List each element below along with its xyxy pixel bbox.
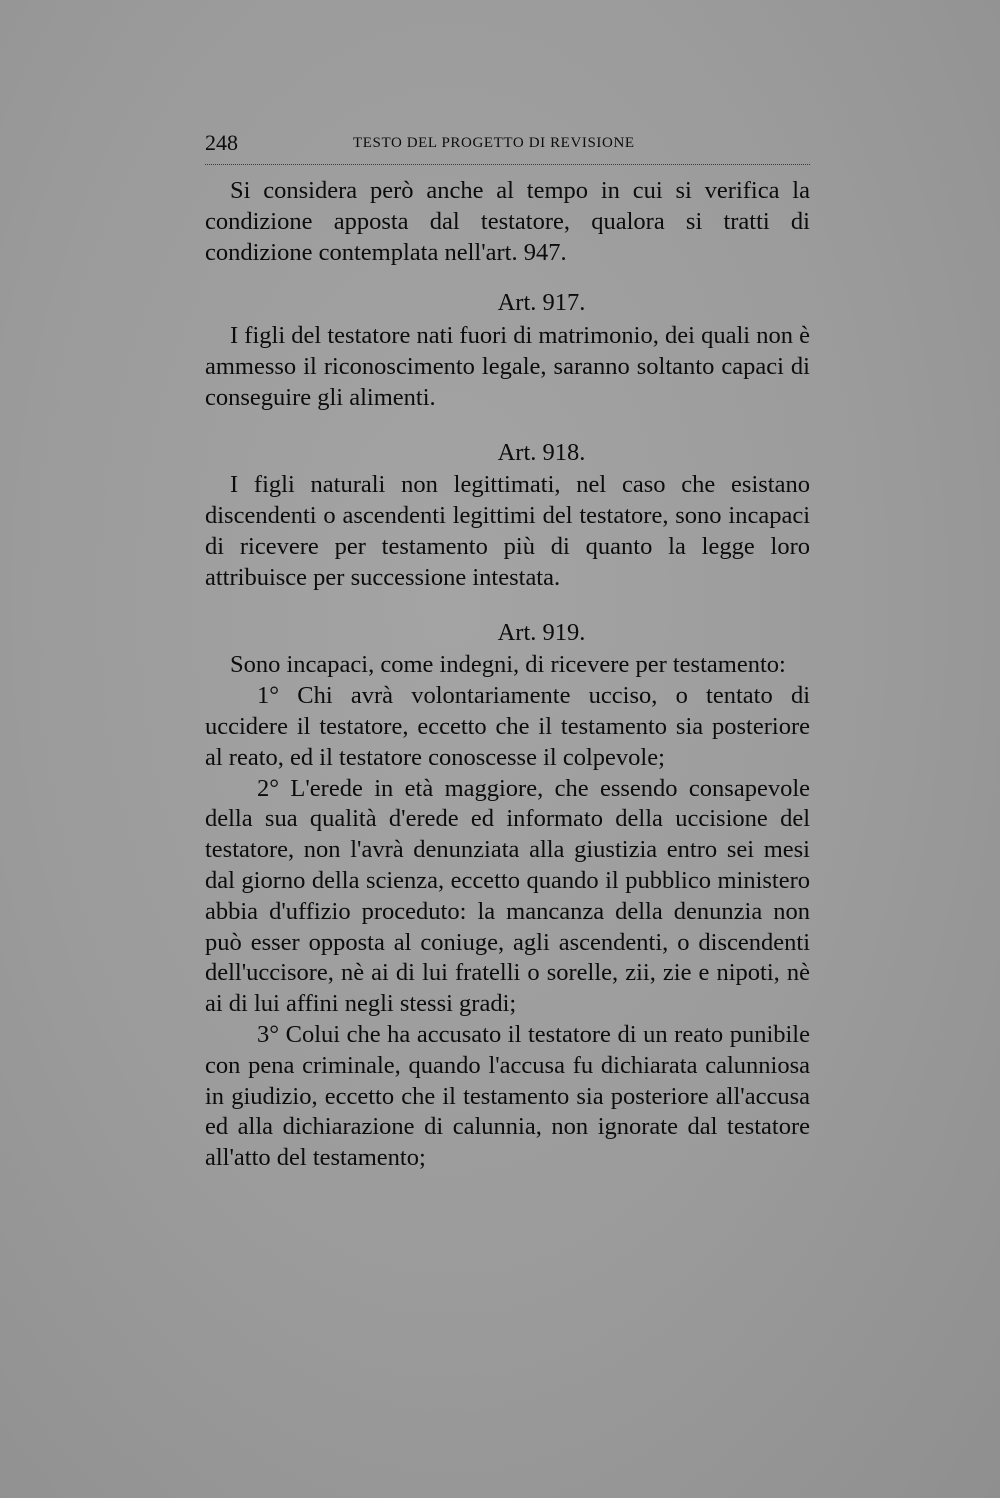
article-text-918: I figli naturali non legittimati, nel caso che esistano discendenti o ascendenti legittimi del testatore, sono incapaci di ricevere per testamento più di quanto la legge loro attribuisce per successione intestata.: [205, 471, 810, 591]
page-header: [205, 128, 810, 165]
article-heading-919: Art. 919.: [497, 618, 586, 646]
article-item-919-3: 3° Colui che ha accusato il testatore di un reato punibile con pena criminale, quando l'accusa fu dichiarata calunniosa in giudizio, eccetto che il testamento sia posteriore all'accusa ed alla dichiarazione di calunnia, non ignorate dal testatore all'atto del testamento;: [205, 1020, 810, 1172]
article-item-919-1: 1° Chi avrà volontariamente ucciso, o tentato di uccidere il testatore, eccetto che il testamento sia posteriore al reato, ed il testatore conoscesse il colpevole;: [205, 682, 810, 771]
running-head: TESTO DEL PROGETTO DI REVISIONE: [353, 135, 635, 151]
page-body: [205, 176, 810, 1174]
intro-paragraph: Si considera però anche al tempo in cui si verifica la condizione apposta dal testatore, qualora si tratti di condizione contemplata nell'art. 947.: [205, 177, 810, 266]
article-text-917: I figli del testatore nati fuori di matrimonio, dei quali non è ammesso il riconoscimento legale, saranno soltanto capaci di conseguire gli alimenti.: [205, 322, 810, 411]
article-heading-917: Art. 917.: [497, 289, 586, 317]
article-item-919-2: 2° L'erede in età maggiore, che essendo consapevole della sua qualità d'erede ed informato della uccisione del testatore, non l'avrà denunziata alla giustizia entro sei mesi dal giorno della scienza, eccetto quando il pubblico ministero abbia d'uffizio proceduto: la mancanza della denunzia non può esser opposta al coniuge, agli ascendenti, o discendenti dell'uccisore, nè ai di lui fratelli o sorelle, zii, zie e nipoti, nè ai di lui affini negli stessi gradi;: [205, 774, 810, 1018]
page-number: 248: [205, 130, 238, 155]
article-intro-919: Sono incapaci, come indegni, di ricevere per testamento:: [230, 651, 786, 679]
article-heading-918: Art. 918.: [497, 438, 586, 466]
